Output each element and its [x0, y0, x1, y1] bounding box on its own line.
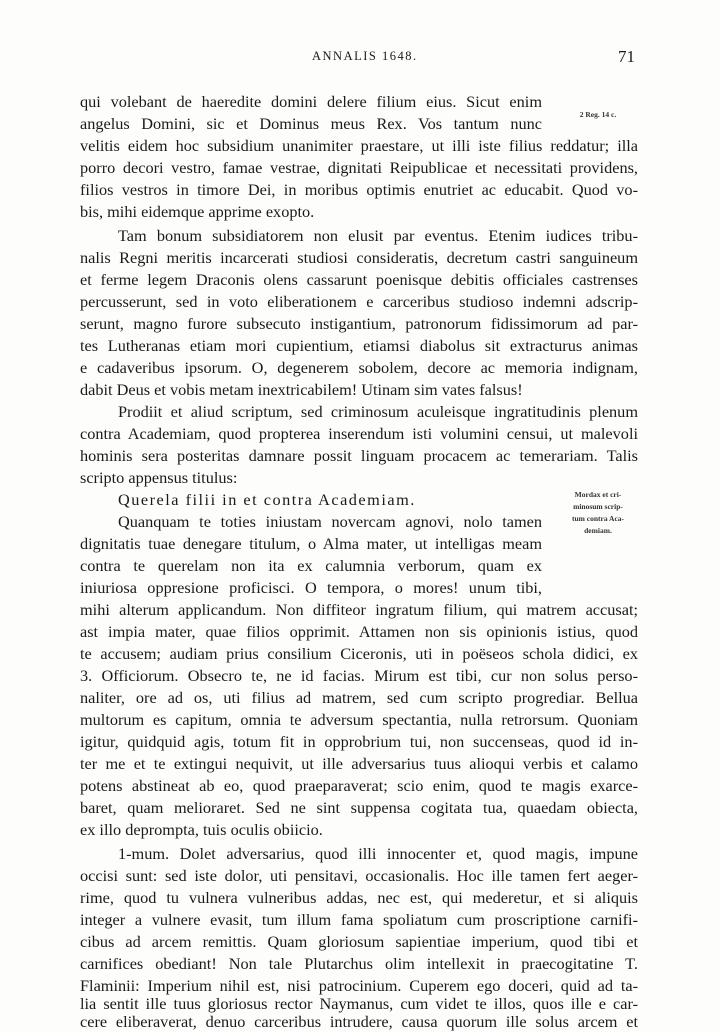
text-line: multorum es capitum, omnia te adversum spectantia, nulla retrorsum. Quoniam — [80, 710, 638, 729]
text-line: cere eliberaverat, denuo carceribus intrudere, causa quorum ille solus arcem et — [80, 1012, 638, 1031]
text-line: naliter, ore ad os, uti filius ad matrem, sed cum scripto progrediar. Bellua — [80, 688, 638, 707]
margin-note-line: demiam. — [584, 526, 612, 535]
text-line: 1-mum. Dolet adversarius, quod illi innocenter et, quod magis, impune — [118, 844, 638, 863]
text-line: 3. Officiorum. Obsecro te, ne id facias. Mirum est tibi, cur non solus perso- — [80, 666, 638, 685]
text-line: angelus Domini, sic et Dominus meus Rex. Vos tantum nunc — [80, 114, 542, 133]
text-line: e cadaveribus ipsorum. O, degenerem sobolem, decore ac memoria indignam, — [80, 358, 638, 377]
text-line: contra Academiam, quod propterea inserendum isti volumini censui, ut malevoli — [80, 424, 638, 443]
text-line: iniuriosa oppresione proficisci. O tempora, o mores! unum tibi, — [80, 578, 542, 597]
text-line: Prodiit et aliud scriptum, sed criminosum aculeisque ingratitudinis plenum — [118, 402, 638, 421]
text-line: dignitatis tuae denegare titulum, o Alma mater, ut intelligas meam — [80, 534, 542, 553]
text-line: Quanquam te toties iniustam novercam agnovi, nolo tamen — [118, 512, 542, 531]
text-line: percusserunt, sed in voto eliberationem e carceribus studioso indemni adscrip- — [80, 292, 638, 311]
margin-note-line: tum contra Aca- — [571, 514, 625, 523]
text-line: contra te querelam non ita ex calumnia verborum, quam ex — [80, 556, 542, 575]
page-header — [0, 49, 720, 71]
text-line: Tam bonum subsidiatorem non elusit par eventus. Etenim iudices tribu- — [118, 226, 638, 245]
text-line: cibus ad arcem remittis. Quam gloriosum sapientiae imperium, quod tibi et — [80, 932, 638, 951]
margin-note-reference: 2 Reg. 14 c. — [579, 110, 617, 119]
text-line: igitur, quidquid agis, totum fit in opprobrium tui, non succenseas, quod id in- — [80, 732, 638, 751]
text-line: lia sentit ille tuus gloriosus rector Naymanus, cum videt te illos, quos ille e car- — [80, 994, 638, 1013]
text-line: ter me et te extingui nequivit, ut ille adversarius tuus alioqui verbis et calamo — [80, 754, 638, 773]
text-line: nalis Regni meritis incarcerati studiosi consideratis, decretum castri sanguineum — [80, 248, 638, 267]
text-line: Flaminii: Imperium nihil est, nisi patrocinium. Cuperem ego doceri, quid ad ta- — [80, 976, 638, 995]
text-line: baret, quam melioraret. Sed ne sint suppensa cogitata tua, quaedam obiecta, — [80, 798, 638, 817]
page-number: 71 — [618, 47, 635, 66]
running-head: ANNALIS 1648. — [312, 49, 418, 63]
text-line: dabit Deus et vobis metam inextricabilem! Utinam sim vates falsus! — [80, 380, 523, 399]
text-line: rime, quod tu vulnera vulneribus addas, nec est, qui mederetur, et si aliquis — [80, 888, 638, 907]
text-line: et ferme legem Draconis olens cassarunt poenisque debitis officiales castrenses — [80, 270, 638, 289]
text-line: velitis eidem hoc subsidium unanimiter praestare, ut illi iste filius reddatur; illa — [80, 136, 638, 155]
section-title: Querela filii in et contra Academiam. — [118, 490, 416, 509]
text-line: filios vestros in timore Dei, in moribus optimis enutriet ac educabit. Quod vo- — [80, 180, 638, 199]
margin-note-line: minosum scrip- — [573, 502, 623, 511]
text-line: serunt, magno furore subsecuto instigantium, patronorum fidissimorum ad par- — [80, 314, 638, 333]
text-line: hominis sera posteritas damnare possit linguam procacem ac temerariam. Talis — [80, 446, 638, 465]
text-line: integer a vulnere evasit, tum illum fama spoliatum cum proscriptione carnifi- — [80, 910, 638, 929]
text-line: mihi alterum applicandum. Non diffiteor ingratum filium, qui matrem accusat; — [80, 600, 638, 619]
text-line: ex illo deprompta, tuis oculis obiicio. — [80, 820, 323, 839]
margin-note-line: Mordax et cri- — [574, 490, 622, 499]
text-line: qui volebant de haeredite domini delere filium eius. Sicut enim — [80, 92, 542, 111]
text-line: potens abstineat ab eo, quod praeparaverat; scio enim, quod te magis exarce- — [80, 776, 638, 795]
text-line: scripto appensus titulus: — [80, 468, 238, 487]
text-line: bis, mihi eidemque apprime exopto. — [80, 202, 315, 221]
text-line: occisi sunt: sed iste dolor, uti pensitavi, occasionalis. Hoc ille tamen fert aeger- — [80, 866, 638, 885]
text-line: carnifices obediant! Non tale Plutarchus olim intellexit in praecogitatine T. — [80, 954, 638, 973]
text-line: tes Lutheranas etiam mori cupientium, etiamsi diabolus sit extracturus animas — [80, 336, 638, 355]
text-line: te accusem; audiam prius consilium Ciceronis, uti in poëseos schola didici, ex — [80, 644, 638, 663]
text-line: porro decori vestro, famae vestrae, dignitati Reipublicae et necessitati providens, — [80, 158, 638, 177]
text-line: ast impia mater, quae filios opprimit. Attamen non sis opinionis istius, quod — [80, 622, 638, 641]
